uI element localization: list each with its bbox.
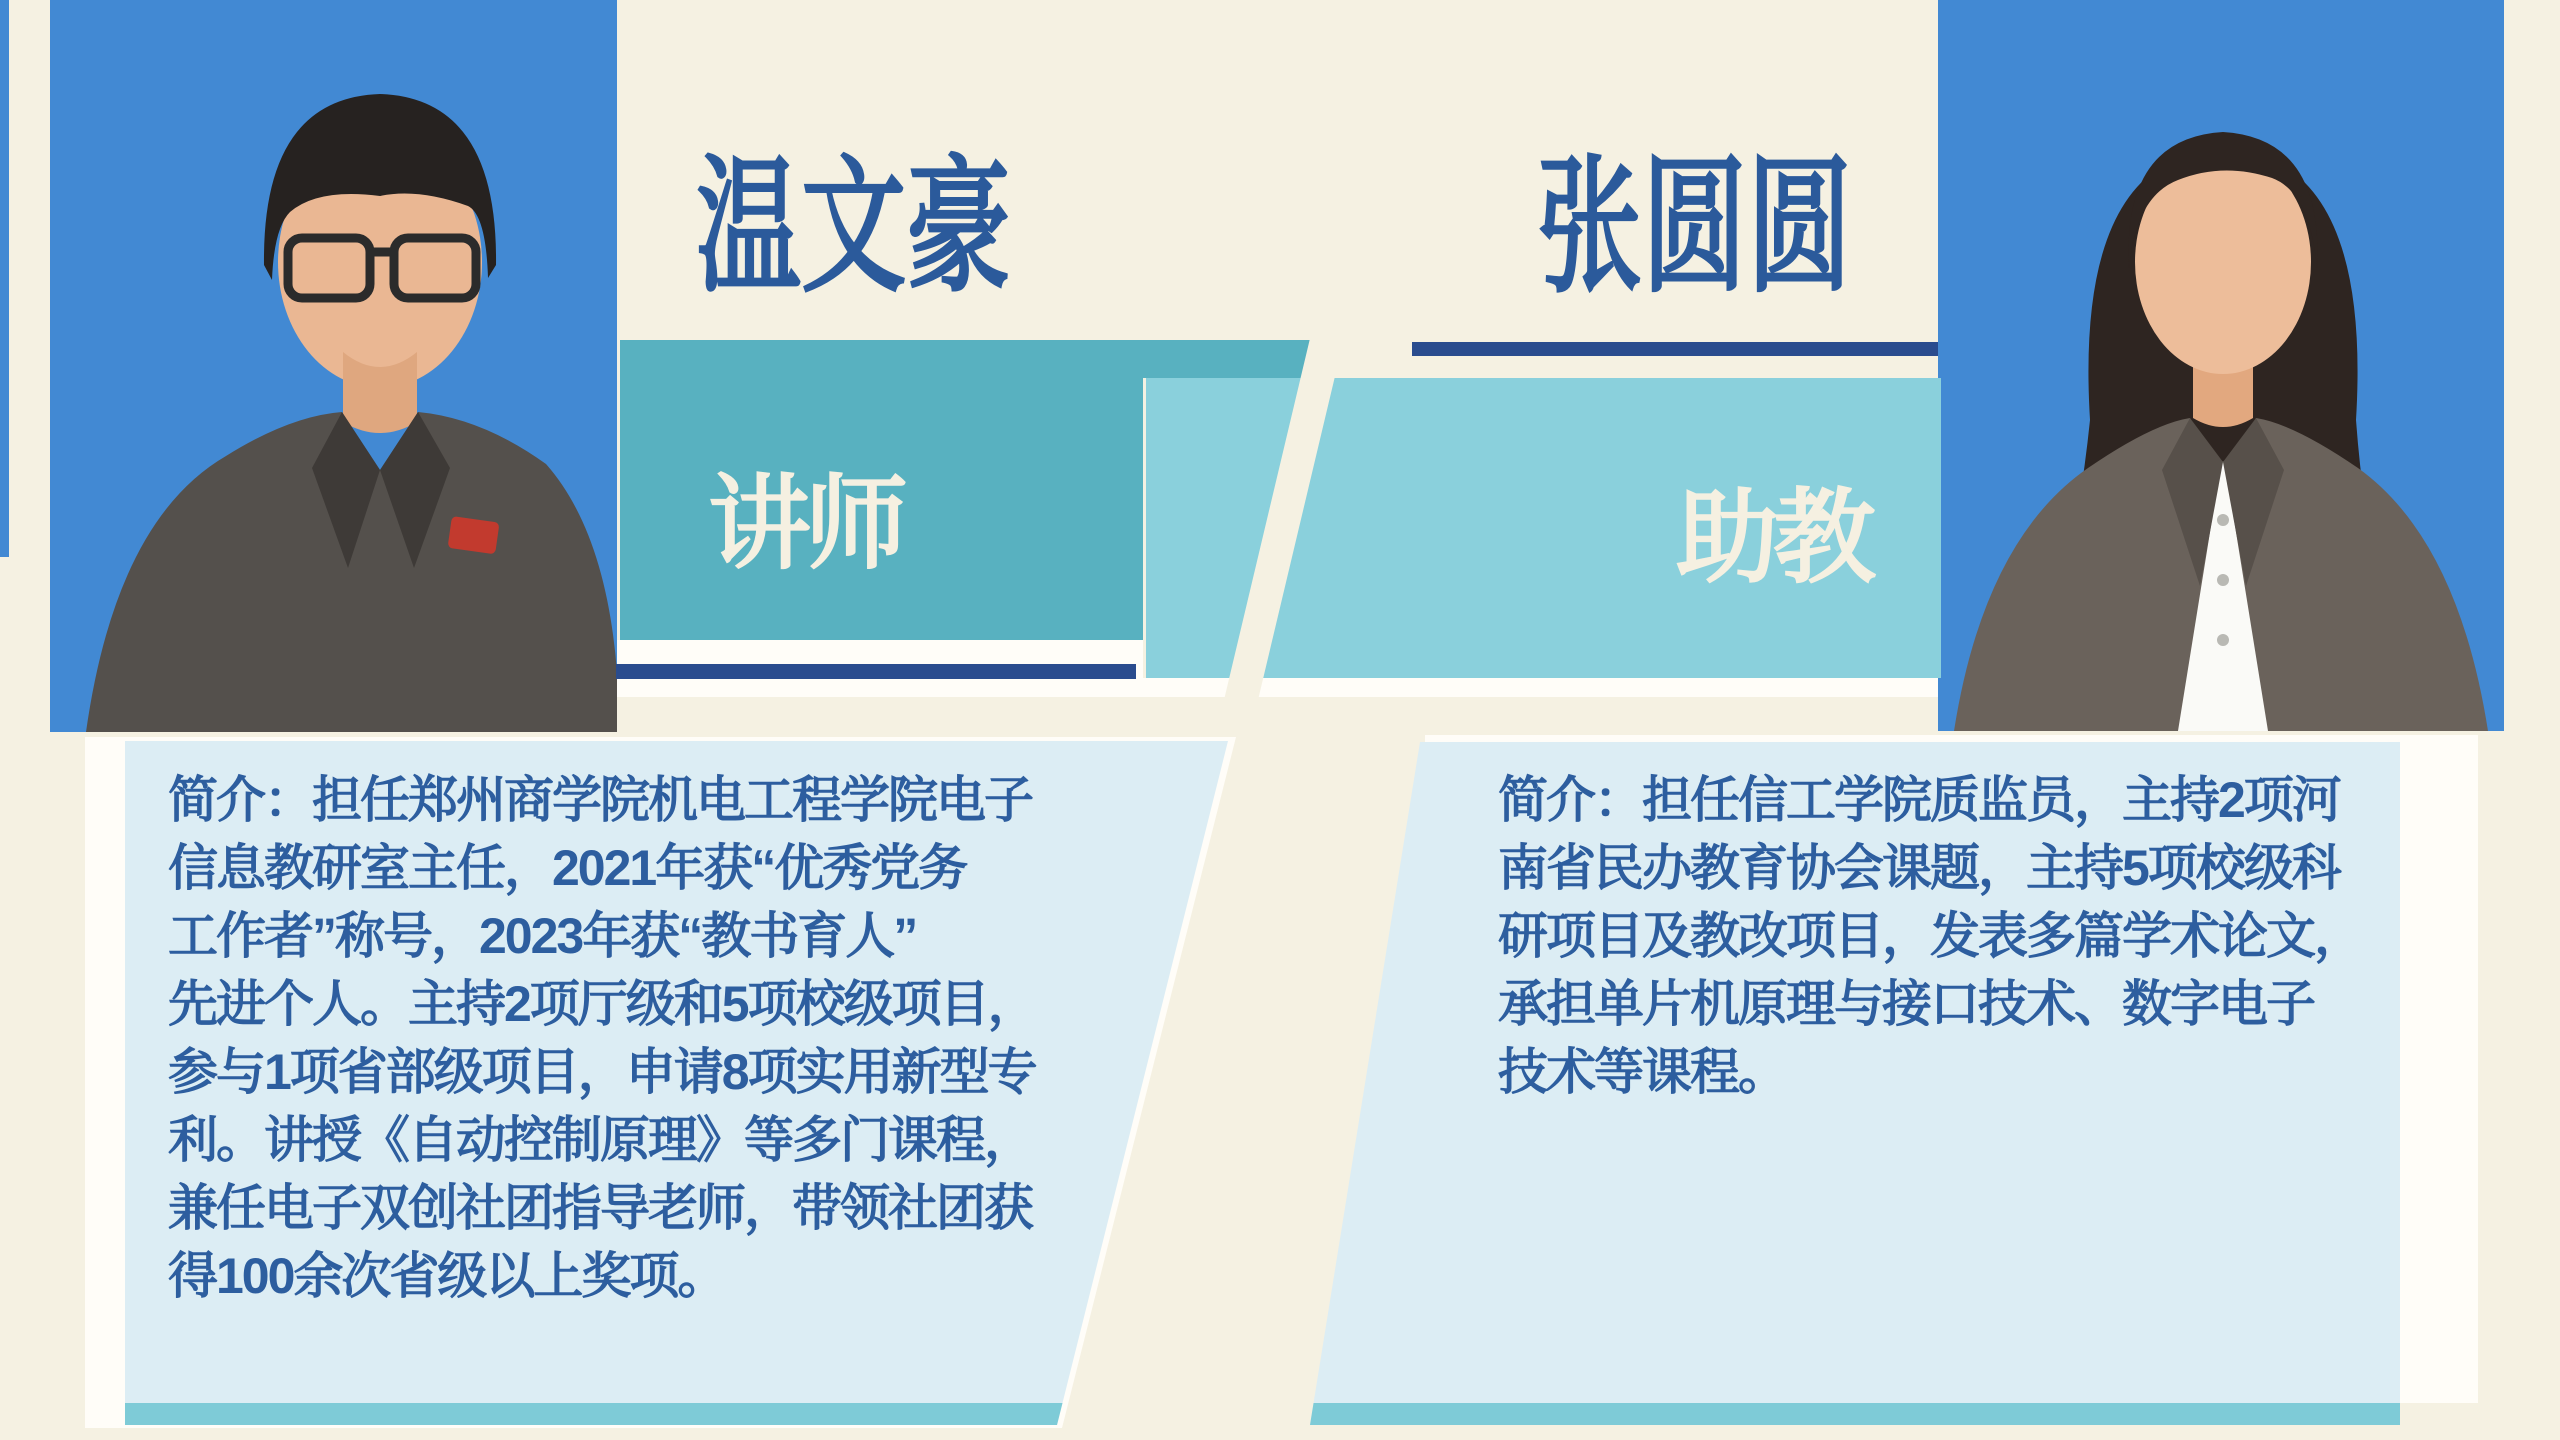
left-band-underline [616, 664, 1136, 679]
bio-line: 承担单片机原理与接口技术、数字电子 [1498, 976, 2314, 1032]
bio-line: 利。讲授《自动控制原理》等多门课程， [168, 1112, 1032, 1168]
man-photo-illustration [50, 0, 617, 732]
left-instructor-photo [50, 0, 617, 732]
bio-line: 信息教研室主任，2021年获“优秀党务 [168, 840, 967, 896]
bio-line: 先进个人。主持2项厅级和5项校级项目， [168, 976, 1036, 1032]
right-name-underline [1412, 342, 1938, 356]
left-edge-accent [0, 0, 9, 557]
bio-line: 简介：担任郑州商学院机电工程学院电子 [168, 772, 1032, 828]
bio-line: 技术等课程。 [1498, 1044, 1786, 1100]
right-panel-foot-strip [1310, 1403, 2400, 1425]
left-role-label: 讲师 [708, 466, 902, 581]
bio-line: 工作者”称号，2023年获“教书育人” [168, 908, 917, 964]
bio-line: 得100余次省级以上奖项。 [168, 1248, 726, 1304]
bio-line: 兼任电子双创社团指导老师，带领社团获 [168, 1180, 1032, 1236]
bio-line: 简介：担任信工学院质监员，主持2项河 [1498, 772, 2340, 828]
right-instructor-name: 张圆圆 [1537, 145, 1853, 310]
bio-line: 南省民办教育协会课题，主持5项校级科 [1498, 840, 2340, 896]
right-bio-text [1498, 766, 2362, 1106]
left-bio-text [168, 766, 1036, 1310]
bio-line: 参与1项省部级项目，申请8项实用新型专 [168, 1044, 1036, 1100]
left-instructor-name: 温文豪 [696, 145, 1012, 310]
woman-photo-illustration [1938, 0, 2504, 731]
right-instructor-photo [1938, 0, 2504, 731]
bio-line: 研项目及教改项目，发表多篇学术论文， [1498, 908, 2362, 964]
right-role-label: 助教 [1676, 480, 1870, 595]
